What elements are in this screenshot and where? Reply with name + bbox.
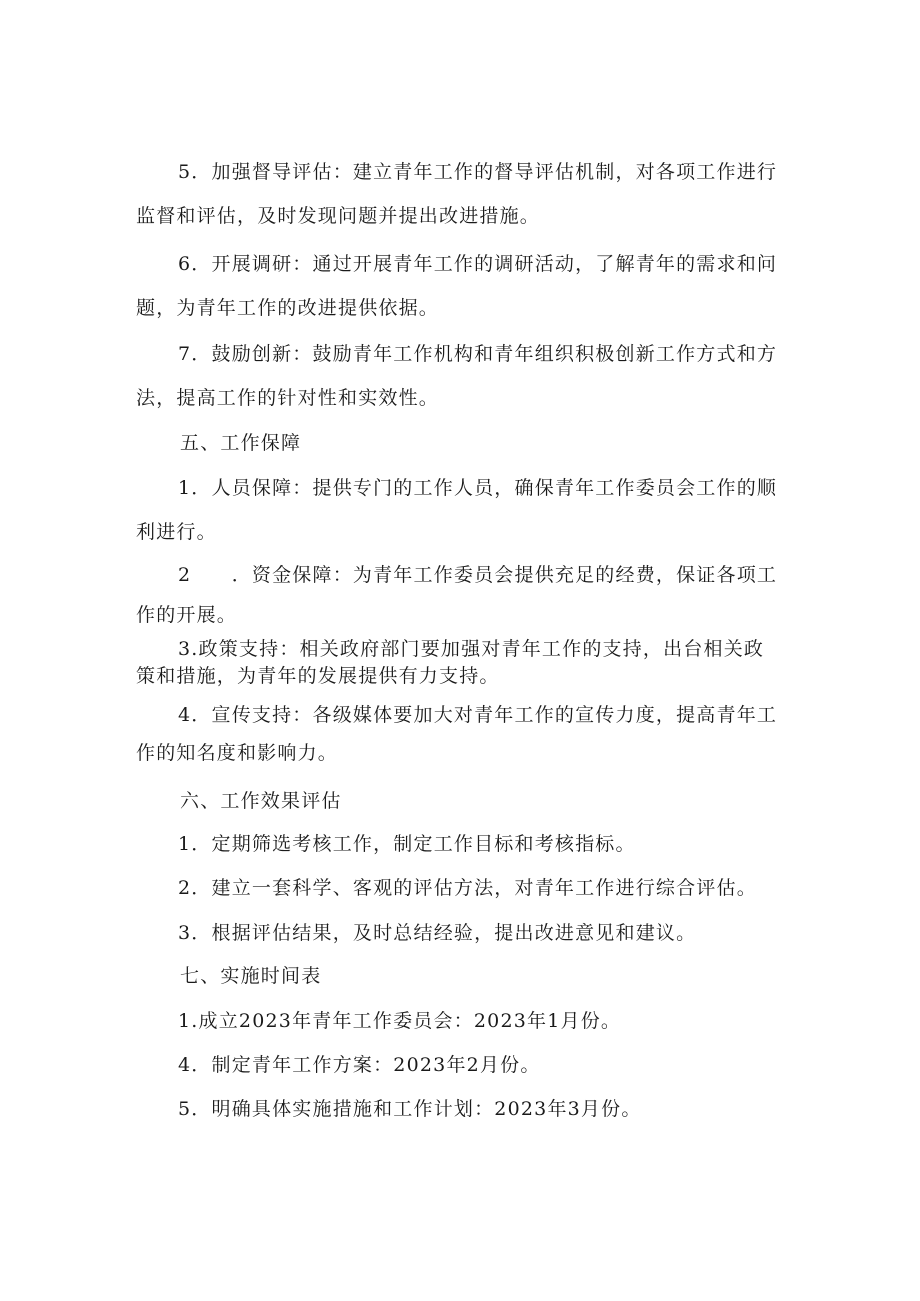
guarantee-2-line-2: 作的开展。 [136, 604, 238, 626]
guarantee-1-line-1: 1．人员保障：提供专门的工作人员，确保青年工作委员会工作的顺 [178, 477, 778, 499]
guarantee-2-line-1: 2 ．资金保障：为青年工作委员会提供充足的经费，保证各项工 [178, 564, 778, 586]
evaluation-2: 2．建立一套科学、客观的评估方法，对青年工作进行综合评估。 [178, 877, 757, 899]
timeline-4: 4．制定青年工作方案：2023年2月份。 [178, 1054, 541, 1076]
section-heading-7: 七、实施时间表 [180, 965, 322, 987]
guarantee-3-line-1: 3.政策支持：相关政府部门要加强对青年工作的支持，出台相关政 [178, 638, 765, 660]
timeline-1: 1.成立2023年青年工作委员会：2023年1月份。 [178, 1010, 622, 1032]
guarantee-4-line-2: 作的知名度和影响力。 [136, 742, 339, 764]
timeline-5: 5．明确具体实施措施和工作计划：2023年3月份。 [178, 1098, 642, 1120]
paragraph-7-line-2: 法，提高工作的针对性和实效性。 [136, 387, 440, 409]
section-heading-5: 五、工作保障 [180, 432, 302, 454]
guarantee-3-line-2: 策和措施，为青年的发展提供有力支持。 [136, 665, 500, 687]
evaluation-3: 3．根据评估结果，及时总结经验，提出改进意见和建议。 [178, 922, 697, 944]
paragraph-6-line-1: 6．开展调研：通过开展青年工作的调研活动，了解青年的需求和问 [178, 253, 778, 275]
guarantee-4-line-1: 4．宣传支持：各级媒体要加大对青年工作的宣传力度，提高青年工 [178, 704, 778, 726]
paragraph-6-line-2: 题，为青年工作的改进提供依据。 [136, 297, 440, 319]
evaluation-1: 1．定期筛选考核工作，制定工作目标和考核指标。 [178, 833, 636, 855]
guarantee-1-line-2: 利进行。 [136, 521, 217, 543]
section-heading-6: 六、工作效果评估 [180, 790, 342, 812]
paragraph-5-line-2: 监督和评估，及时发现问题并提出改进措施。 [136, 205, 541, 227]
paragraph-7-line-1: 7．鼓励创新：鼓励青年工作机构和青年组织积极创新工作方式和方 [178, 343, 778, 365]
paragraph-5-line-1: 5．加强督导评估：建立青年工作的督导评估机制，对各项工作进行 [178, 161, 778, 183]
